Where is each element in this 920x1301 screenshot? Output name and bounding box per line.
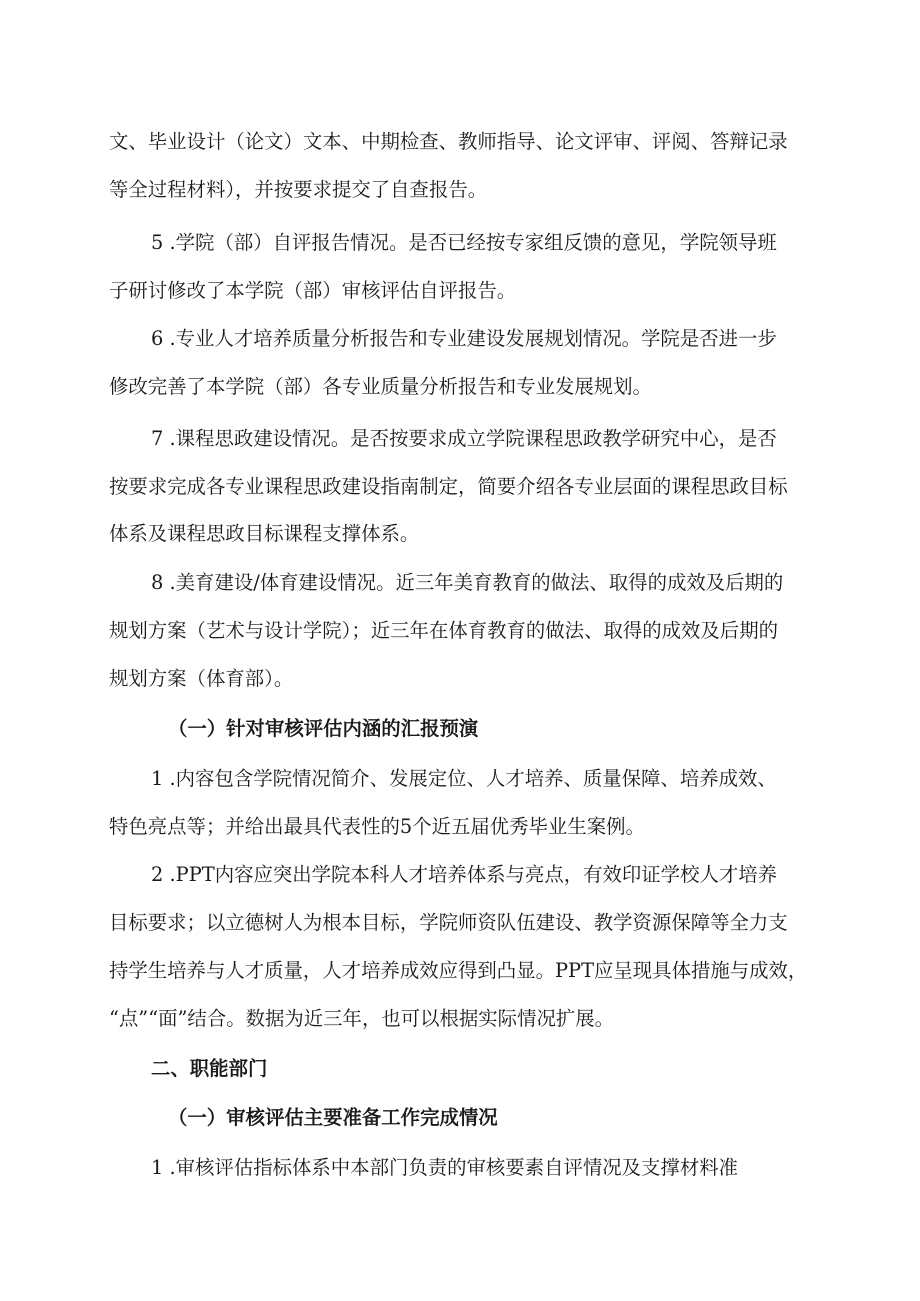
para-item-5: 5 .学院（部）自评报告情况。是否已经按专家组反馈的意见，学院领导班 — [151, 231, 777, 254]
para-line: 子研讨修改了本学院（部）审核评估自评报告。 — [109, 279, 517, 302]
para-line: 特色亮点等；并给出最具代表性的5个近五届优秀毕业生案例。 — [109, 815, 645, 838]
section-heading-functional-departments: 二、职能部门 — [151, 1057, 268, 1080]
para-line: “点”“面”结合。数据为近三年，也可以根据实际情况扩展。 — [109, 1007, 615, 1030]
para-line: 修改完善了本学院（部）各专业质量分析报告和专业发展规划。 — [109, 375, 652, 398]
para-line: 规划方案（体育部）。 — [109, 667, 294, 690]
para-item-7: 7 .课程思政建设情况。是否按要求成立学院课程思政教学研究中心，是否 — [151, 427, 777, 450]
para-item-2: 2 .PPT内容应突出学院本科人才培养体系与亮点，有效印证学校人才培养 — [151, 863, 778, 886]
para-line: 规划方案（艺术与设计学院）；近三年在体育教育的做法、取得的成效及后期的 — [109, 619, 778, 642]
para-line: 体系及课程思政目标课程支撑体系。 — [109, 522, 420, 545]
para-line: 按要求完成各专业课程思政建设指南制定，简要介绍各专业层面的课程思政目标 — [109, 475, 788, 498]
para-line: 等全过程材料），并按要求提交了自查报告。 — [109, 178, 488, 201]
para-item-1: 1 .内容包含学院情况简介、发展定位、人才培养、质量保障、培养成效、 — [151, 767, 777, 790]
para-item-1-departments: 1 .审核评估指标体系中本部门负责的审核要素自评情况及支撑材料准 — [151, 1156, 738, 1179]
section-heading-rehearsal: （一）针对审核评估内涵的汇报预演 — [168, 717, 479, 740]
para-item-6: 6 .专业人才培养质量分析报告和专业建设发展规划情况。学院是否进一步 — [151, 327, 777, 350]
para-line: 目标要求；以立德树人为根本目标，学院师资队伍建设、教学资源保障等全力支 — [109, 911, 788, 934]
section-heading-preparation: （一）审核评估主要准备工作完成情况 — [168, 1106, 498, 1129]
para-line: 持学生培养与人才质量，人才培养成效应得到凸显。PPT应呈现具体措施与成效， — [109, 959, 808, 982]
para-line: 文、毕业设计（论文）文本、中期检查、教师指导、论文评审、评阅、答辩记录 — [109, 130, 788, 153]
para-item-8: 8 .美育建设/体育建设情况。近三年美育教育的做法、取得的成效及后期的 — [151, 571, 784, 594]
